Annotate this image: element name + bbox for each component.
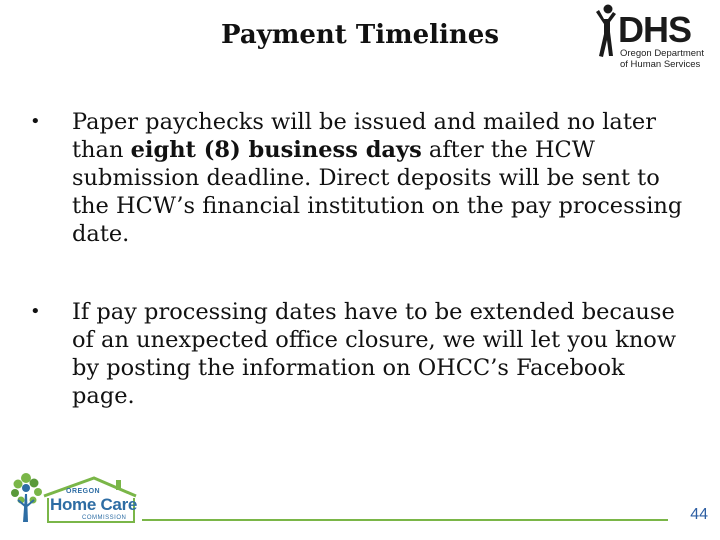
- dhs-subtitle-line2: of Human Services: [620, 59, 701, 70]
- bullet-marker: •: [30, 111, 41, 132]
- dhs-logo: [592, 4, 712, 72]
- page-number: 44: [690, 506, 708, 523]
- bullet-text: Paper paychecks will be issued and mailed no later than: [72, 109, 656, 163]
- hcc-logo-bottom-text: COMMISSION: [82, 515, 127, 521]
- bullet-text: If pay processing dates have to be extended because of an unexpected office closure, we will let you know by posting the information on OHCC’s Facebook page.: [72, 299, 677, 409]
- bullet-item: [28, 298, 688, 410]
- slide-title: Payment Timelines: [221, 20, 499, 50]
- footer-divider: [142, 519, 668, 521]
- dhs-logo-subtitle: [620, 48, 704, 70]
- bullet-text-cont: after the HCW submission deadline. Direct deposits will be sent to the HCW’s financial institution on the pay processing date.: [72, 137, 683, 247]
- hcc-logo-top-text: OREGON: [66, 488, 101, 495]
- dhs-person-figure-icon: [592, 4, 620, 64]
- bullet-marker: •: [30, 301, 41, 322]
- bullet-bold-text: eight (8) business days: [130, 137, 422, 163]
- dhs-logo-text: DHS: [618, 9, 692, 50]
- hcc-logo-main-text: Home Care: [50, 495, 138, 514]
- bullet-list: [28, 108, 688, 460]
- home-care-commission-logo: [8, 466, 143, 528]
- dhs-subtitle-line1: Oregon Department: [620, 48, 704, 59]
- bullet-item: [28, 108, 688, 248]
